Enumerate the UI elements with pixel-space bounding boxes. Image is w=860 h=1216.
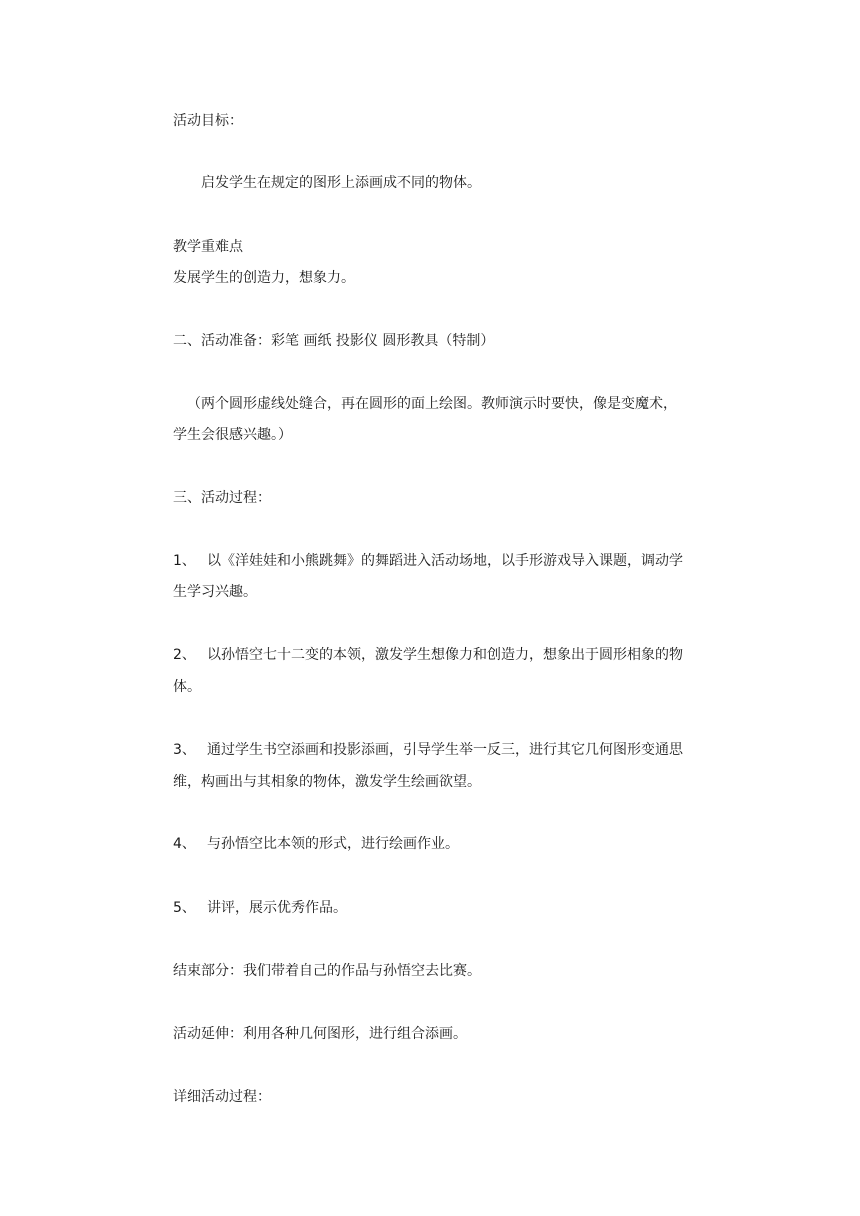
step-3-line2: 维，构画出与其相象的物体，激发学生绘画欲望。 (173, 774, 481, 790)
ending-line: 结束部分：我们带着自己的作品与孙悟空去比赛。 (173, 963, 481, 979)
step-3-line1 (173, 740, 683, 760)
detail-heading: 详细活动过程： (173, 1089, 271, 1105)
step-5-line1 (173, 898, 347, 918)
preparation-line: 二、活动准备：彩笔 画纸 投影仪 圆形教具（特制） (173, 333, 495, 349)
step-number: 1、 (173, 553, 196, 569)
extension-line: 活动延伸：利用各种几何图形，进行组合添画。 (173, 1026, 467, 1042)
step-number: 2、 (173, 647, 196, 663)
step-2-line1 (173, 645, 683, 665)
step-4-line1 (173, 834, 459, 854)
preparation-note-line1: （两个圆形虚线处缝合，再在圆形的面上绘图。教师演示时要快，像是变魔术， (187, 396, 677, 412)
goal-heading: 活动目标： (173, 113, 243, 129)
step-text: 通过学生书空添画和投影添画，引导学生举一反三，进行其它几何图形变通思 (207, 742, 683, 758)
step-number: 4、 (173, 836, 196, 852)
step-text: 讲评，展示优秀作品。 (207, 900, 347, 916)
focus-text: 发展学生的创造力，想象力。 (173, 270, 355, 286)
goal-text: 启发学生在规定的图形上添画成不同的物体。 (201, 175, 481, 191)
step-number: 3、 (173, 742, 196, 758)
step-text: 以孙悟空七十二变的本领，激发学生想像力和创造力，想象出于圆形相象的物 (207, 647, 683, 663)
step-2-line2: 体。 (173, 679, 201, 695)
focus-heading: 教学重难点 (173, 239, 243, 255)
step-1-line1 (173, 551, 683, 571)
step-number: 5、 (173, 900, 196, 916)
step-1-line2: 生学习兴趣。 (173, 584, 257, 600)
preparation-note-line2: 学生会很感兴趣。） (173, 427, 292, 443)
step-text: 与孙悟空比本领的形式，进行绘画作业。 (207, 836, 459, 852)
process-heading: 三、活动过程： (173, 490, 271, 506)
step-text: 以《洋娃娃和小熊跳舞》的舞蹈进入活动场地，以手形游戏导入课题，调动学 (207, 553, 683, 569)
